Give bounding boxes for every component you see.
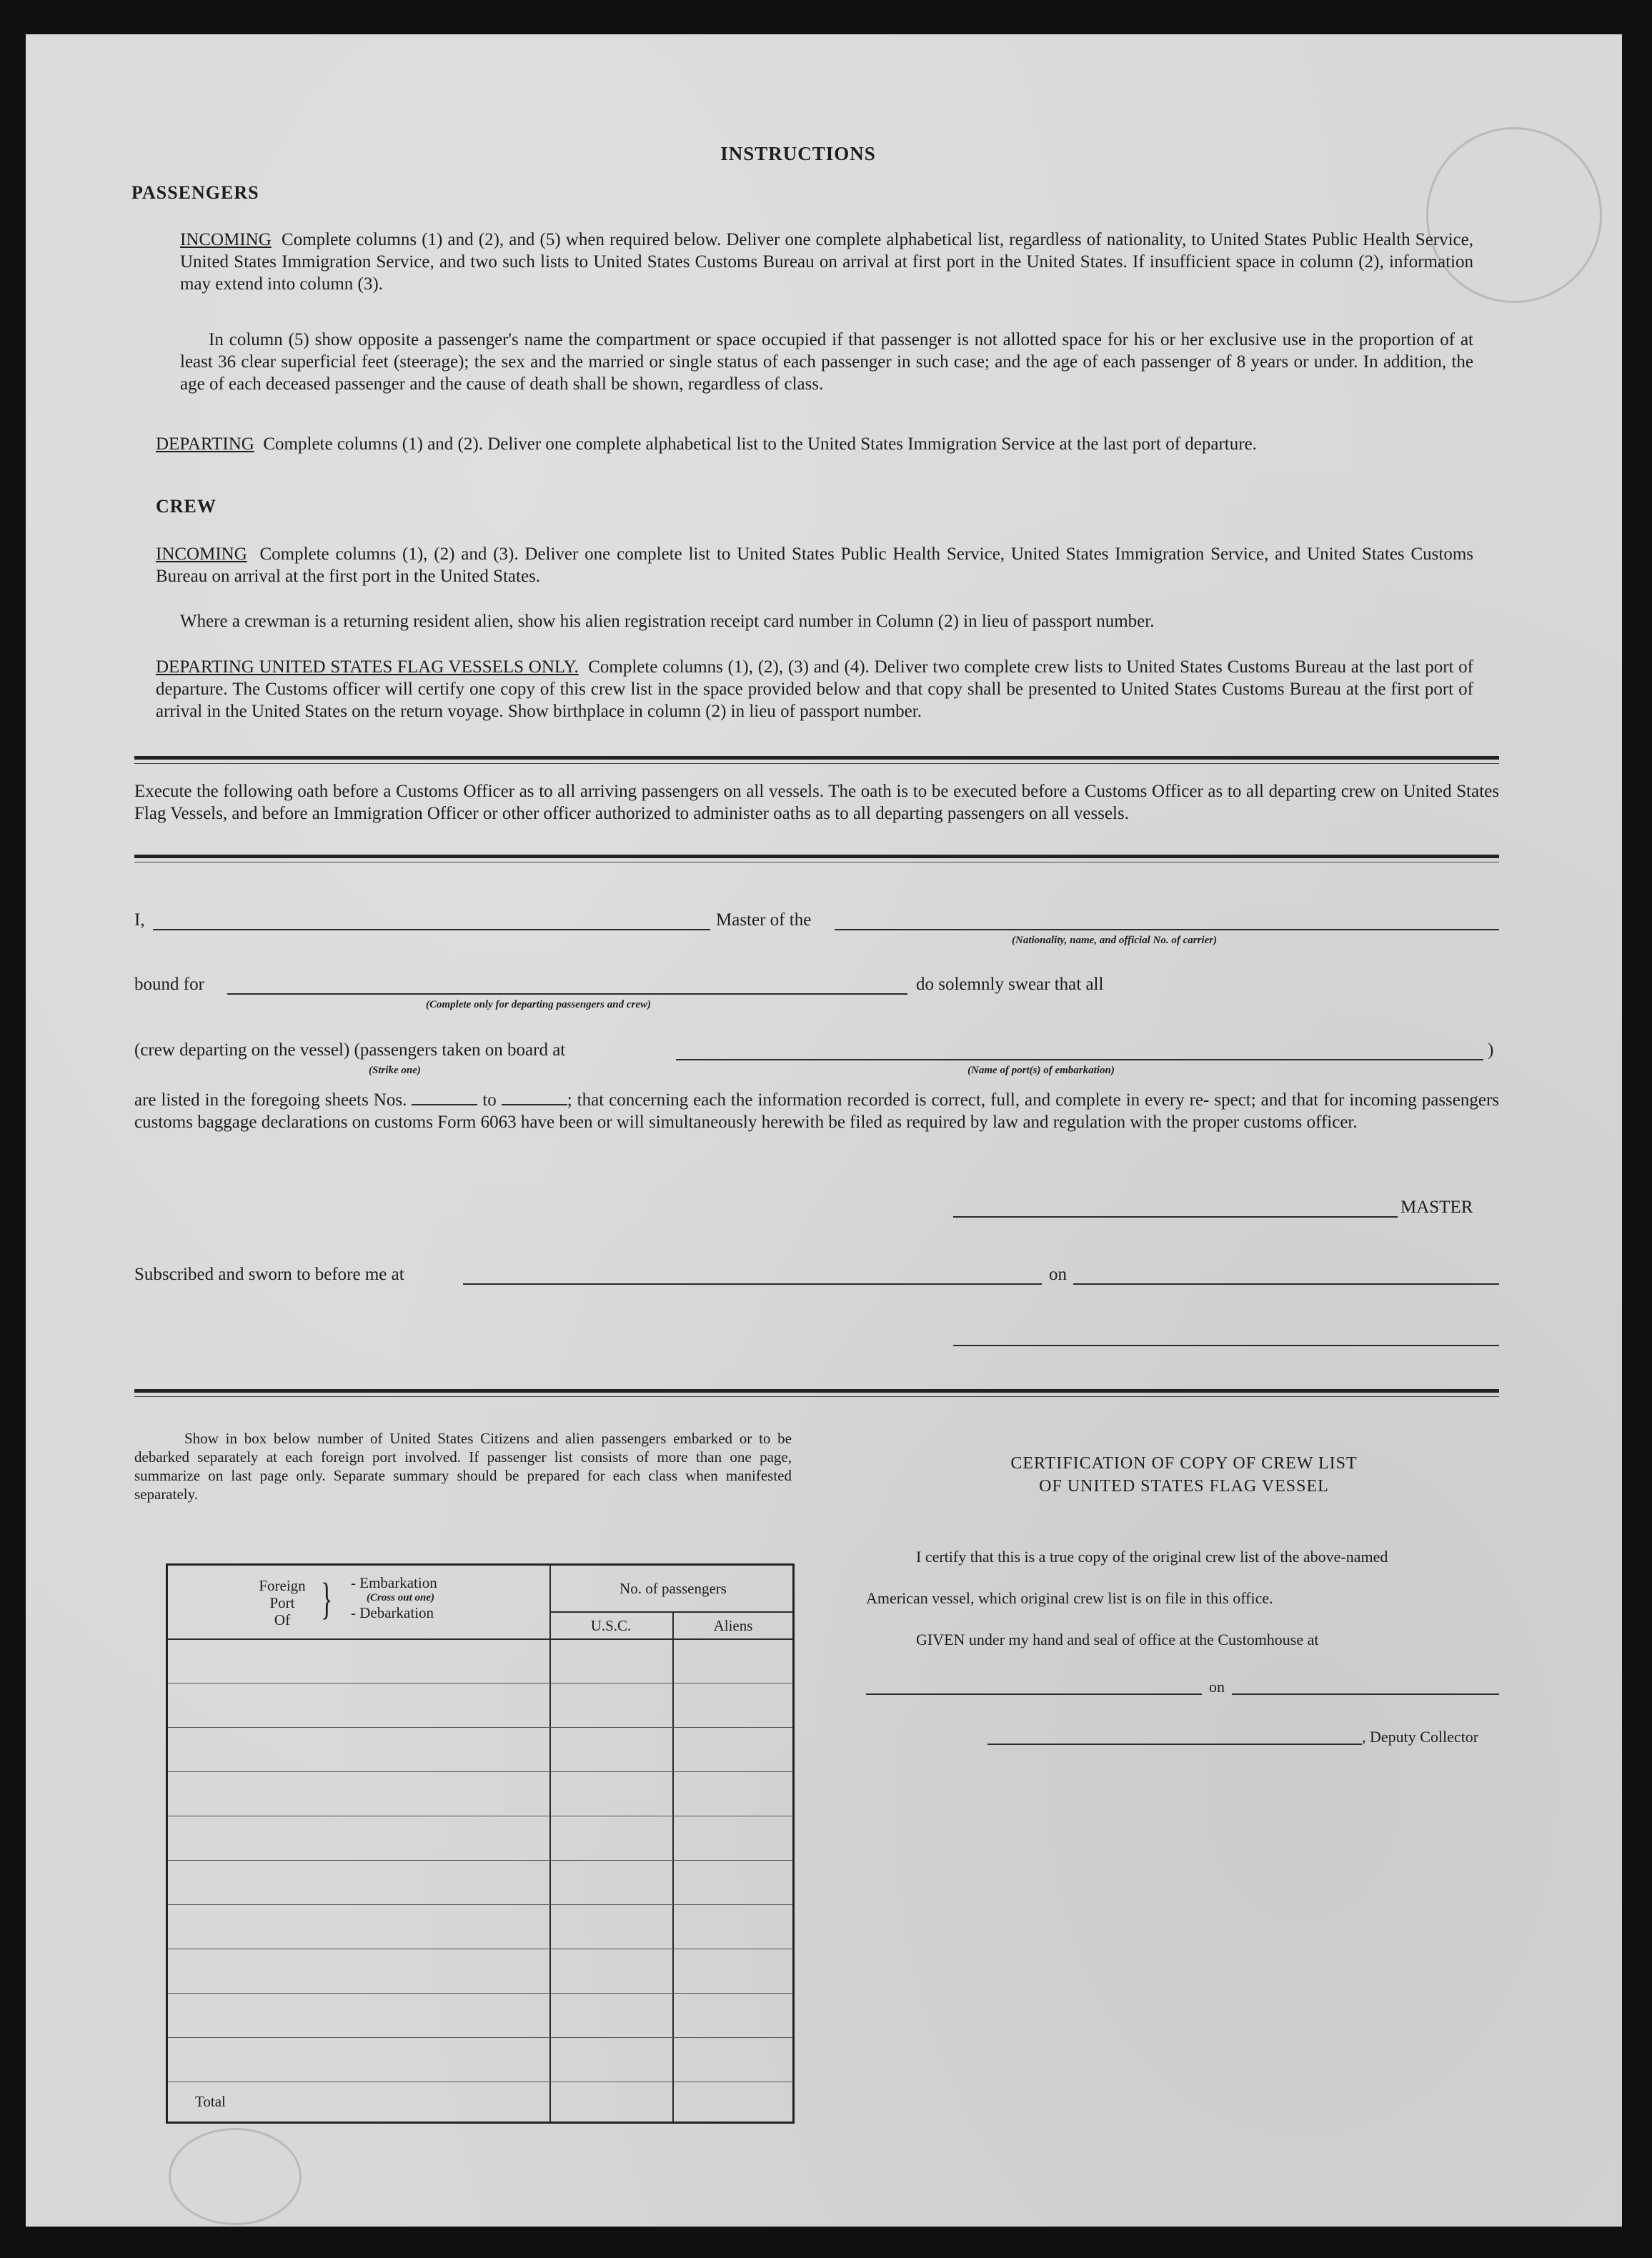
port-label: Port bbox=[269, 1594, 295, 1611]
sheets-text-rest: spect; and that for incoming passengers customs baggage declarations on customs Form 6063 have been or will simultaneously herewith be filed as required by law and regulation with the proper customs officer. bbox=[134, 1090, 1500, 1132]
embarkation-header bbox=[351, 1574, 437, 1621]
passengers-incoming-paragraph bbox=[180, 229, 1473, 295]
section-divider bbox=[134, 855, 1499, 858]
table-row bbox=[168, 1904, 792, 1905]
passengers-column5-paragraph: In column (5) show opposite a passenger's name the compartment or space occupied if that passenger is not allotted space for his or her exclusive use in the proportion of at least 36 clear superficial feet (steerage); the sex and the married or single status of each passenger in such case; and the age of each passenger of 8 years or under. In addition, the age of each deceased passenger and the cause of death shall be shown, regardless of class. bbox=[180, 330, 1473, 394]
sworn-place-field[interactable] bbox=[463, 1283, 1042, 1285]
table-row bbox=[168, 2037, 792, 2038]
certification-heading-line1: CERTIFICATION OF COPY OF CREW LIST bbox=[1010, 1454, 1358, 1473]
oath-i-label: I, bbox=[134, 910, 145, 930]
bound-for-label: bound for bbox=[134, 975, 204, 994]
given-text: GIVEN under my hand and seal of office at the Customhouse at bbox=[916, 1631, 1319, 1648]
master-name-field[interactable] bbox=[153, 929, 710, 930]
passengers-departing-text: Complete columns (1) and (2). Deliver one complete alphabetical list to the United States Immigration Service at the last port of departure. bbox=[263, 434, 1257, 454]
customhouse-field[interactable] bbox=[866, 1694, 1202, 1695]
passengers-departing-label: DEPARTING bbox=[156, 434, 254, 454]
debarkation-label: - Debarkation bbox=[351, 1604, 434, 1621]
master-of-label: Master of the bbox=[716, 910, 812, 930]
crew-incoming-label: INCOMING bbox=[156, 544, 247, 564]
master-signature-field[interactable] bbox=[953, 1216, 1398, 1218]
crew-departing-label: DEPARTING UNITED STATES FLAG VESSELS ONLY. bbox=[156, 657, 579, 677]
crew-departing-text: Complete columns (1), (2), (3) and (4). Deliver two complete crew lists to United States Customs Bureau at the last port of departure. The Customs officer will certify one copy of this crew list in the space provided below and that copy shall be presented to United States Customs Bureau at the first port of arrival in the United States on the return voyage. Show birthplace in column (2) in lieu of passport number. bbox=[156, 657, 1474, 721]
bound-for-field[interactable] bbox=[227, 993, 907, 995]
foreign-port-header bbox=[247, 1577, 318, 1628]
table-header-divider bbox=[549, 1611, 792, 1613]
foreign-label: Foreign bbox=[259, 1577, 306, 1594]
close-paren: ) bbox=[1488, 1040, 1494, 1060]
table-row bbox=[168, 1860, 792, 1861]
sworn-on-label: on bbox=[1049, 1265, 1067, 1284]
passengers-incoming-label: INCOMING bbox=[180, 230, 272, 249]
table-row bbox=[168, 1771, 792, 1772]
certification-heading bbox=[887, 1452, 1481, 1498]
sheet-from-field[interactable] bbox=[412, 1090, 477, 1105]
table-header-bottom bbox=[168, 1638, 792, 1640]
embarkation-label: - Embarkation bbox=[351, 1574, 437, 1591]
sheets-text-end: ; that concerning each the information recorded is correct, full, and complete in every re- bbox=[567, 1090, 1210, 1110]
nationality-note: (Nationality, name, and official No. of carrier) bbox=[1012, 935, 1218, 946]
table-row bbox=[168, 1993, 792, 1994]
departing-only-note: (Complete only for departing passengers and crew) bbox=[426, 999, 651, 1010]
certify-line1: I certify that this is a true copy of the original crew list of the above-named bbox=[916, 1548, 1388, 1566]
aliens-header: Aliens bbox=[713, 1617, 753, 1634]
crew-departing-label: (crew departing on the vessel) (passengers taken on board at bbox=[134, 1040, 566, 1060]
section-divider bbox=[134, 1389, 1499, 1393]
page-title: INSTRUCTIONS bbox=[720, 143, 876, 164]
crew-heading: CREW bbox=[156, 496, 217, 517]
of-label: Of bbox=[274, 1611, 291, 1628]
certify-line2: American vessel, which original crew list is on file in this office. bbox=[866, 1589, 1273, 1607]
deputy-collector-label: , Deputy Collector bbox=[1362, 1728, 1479, 1746]
sworn-date-field[interactable] bbox=[1073, 1283, 1499, 1285]
total-label: Total bbox=[195, 2093, 226, 2110]
cross-out-note: (Cross out one) bbox=[367, 1592, 435, 1603]
oath-instructions: Execute the following oath before a Customs Officer as to all arriving passengers on all vessels. The oath is to be executed before a Customs Officer as to all departing crew on United States Flag Vessels, and before an Immigration Officer or other officer authorized to administer oaths as to all departing passengers on all vessels. bbox=[134, 782, 1499, 823]
crew-departing-paragraph bbox=[156, 656, 1473, 722]
ports-note: (Name of port(s) of embarkation) bbox=[967, 1065, 1115, 1076]
table-row bbox=[168, 1727, 792, 1728]
passengers-heading: PASSENGERS bbox=[131, 182, 259, 203]
sheet-to-field[interactable] bbox=[502, 1090, 567, 1105]
cert-date-field[interactable] bbox=[1232, 1694, 1499, 1695]
oath-sheets-paragraph bbox=[134, 1089, 1499, 1133]
deputy-signature-field[interactable] bbox=[987, 1744, 1362, 1745]
officer-signature-field[interactable] bbox=[953, 1345, 1499, 1346]
strike-one-note: (Strike one) bbox=[369, 1065, 421, 1076]
bleed-through-stamp bbox=[169, 2128, 302, 2225]
brace-icon: } bbox=[321, 1575, 333, 1623]
cert-on-label: on bbox=[1209, 1678, 1225, 1696]
swear-label: do solemnly swear that all bbox=[916, 975, 1104, 994]
subscribed-label: Subscribed and sworn to before me at bbox=[134, 1265, 404, 1284]
no-of-passengers-header: No. of passengers bbox=[620, 1580, 727, 1597]
passenger-summary-table bbox=[166, 1563, 795, 2124]
sheets-to-label: to bbox=[482, 1090, 497, 1110]
section-divider bbox=[134, 763, 1499, 764]
passengers-departing-paragraph bbox=[156, 433, 1473, 455]
crew-resident-paragraph: Where a crewman is a returning resident alien, show his alien registration receipt card number in Column (2) in lieu of passport number. bbox=[180, 612, 1155, 631]
summary-instructions: Show in box below number of United States Citizens and alien passengers embarked or to be debarked separately at each foreign port involved. If passenger list consists of more than one page, summarize on last page only. Separate summary should be prepared for each class when manifested separately. bbox=[134, 1430, 792, 1503]
sheets-label: are listed in the foregoing sheets Nos. bbox=[134, 1090, 407, 1110]
certification-heading-line2: OF UNITED STATES FLAG VESSEL bbox=[1039, 1477, 1329, 1496]
table-col-divider bbox=[672, 1611, 674, 2122]
master-label: MASTER bbox=[1400, 1198, 1473, 1217]
crew-incoming-paragraph bbox=[156, 543, 1473, 587]
table-col-divider bbox=[549, 1566, 551, 2122]
crew-incoming-text: Complete columns (1), (2) and (3). Deliver one complete list to United States Public Health Service, United States Immigration Service, and United States Customs Bureau on arrival at the first port in the United States. bbox=[156, 544, 1474, 586]
carrier-field[interactable] bbox=[835, 929, 1499, 930]
embarkation-ports-field[interactable] bbox=[676, 1059, 1483, 1060]
section-divider bbox=[134, 1396, 1499, 1397]
document-page bbox=[26, 34, 1622, 2227]
passengers-incoming-text: Complete columns (1) and (2), and (5) when required below. Deliver one complete alphabetical list, regardless of nationality, to United States Public Health Service, United States Immigration Service, and two such lists to United States Customs Bureau on arrival at first port in the United States. If insufficient space in column (2), information may extend into column (3). bbox=[180, 230, 1474, 294]
section-divider bbox=[134, 756, 1499, 760]
usc-header: U.S.C. bbox=[590, 1617, 632, 1634]
